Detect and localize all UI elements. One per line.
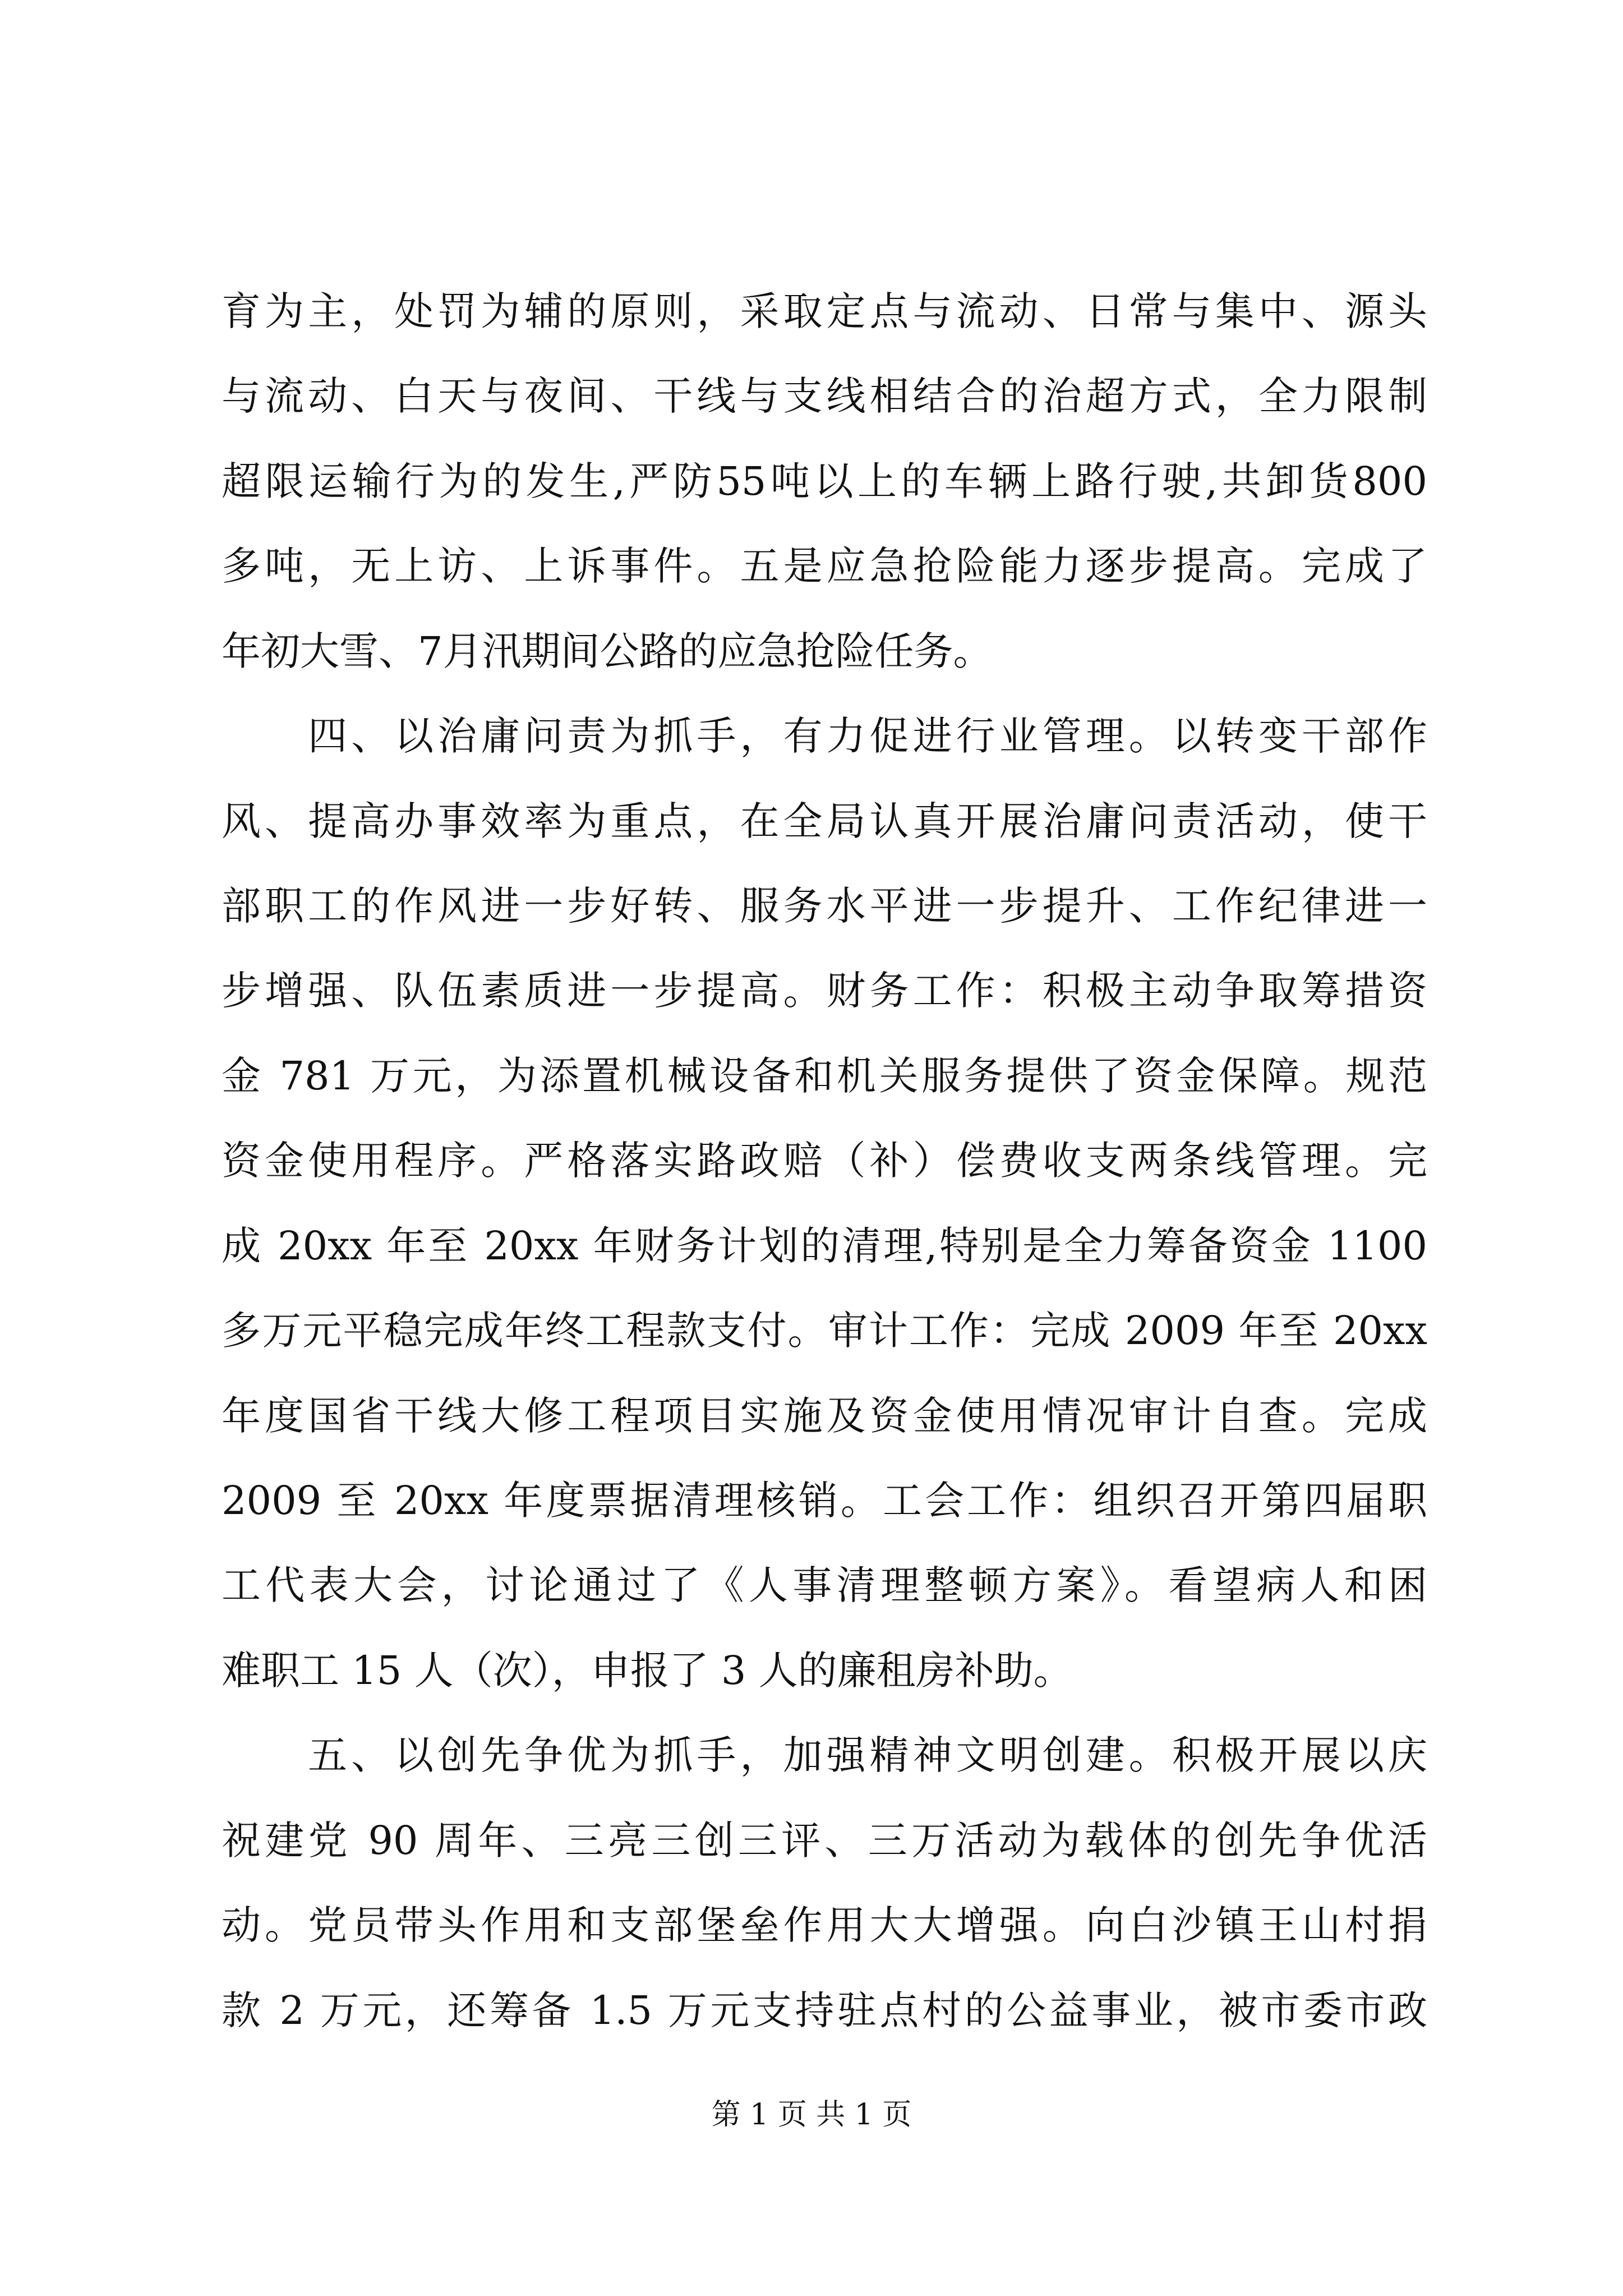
text-line: 年初大雪、7月汛期间公路的应急抢险任务。 bbox=[222, 628, 993, 674]
text-line: 款 2 万元，还筹备 1.5 万元支持驻点村的公益事业，被市委市政 bbox=[222, 1987, 1427, 2033]
page-number-footer: 第 1 页 共 1 页 bbox=[711, 2098, 912, 2132]
text-line: 多万元平稳完成年终工程款支付。审计工作：完成 2009 年至 20xx bbox=[222, 1308, 1427, 1354]
text-line: 育为主，处罚为辅的原则，采取定点与流动、日常与集中、源头 bbox=[222, 288, 1427, 334]
text-line: 五、以创先争优为抓手，加强精神文明创建。积极开展以庆 bbox=[222, 1732, 1427, 1779]
text-line: 动。党员带头作用和支部堡垒作用大大增强。向白沙镇王山村捐 bbox=[222, 1902, 1427, 1949]
text-line: 四、以治庸问责为抓手，有力促进行业管理。以转变干部作 bbox=[222, 713, 1427, 760]
text-line: 资金使用程序。严格落实路政赔（补）偿费收支两条线管理。完 bbox=[222, 1138, 1427, 1184]
text-line: 年度国省干线大修工程项目实施及资金使用情况审计自查。完成 bbox=[222, 1392, 1427, 1439]
text-line: 成 20xx 年至 20xx 年财务计划的清理,特别是全力筹备资金 1100 bbox=[222, 1222, 1427, 1269]
text-line: 步增强、队伍素质进一步提高。财务工作：积极主动争取筹措资 bbox=[222, 968, 1427, 1014]
text-line: 多吨，无上访、上诉事件。五是应急抢险能力逐步提高。完成了 bbox=[222, 543, 1427, 590]
text-line: 工代表大会，讨论通过了《人事清理整顿方案》。看望病人和困 bbox=[222, 1562, 1427, 1609]
text-line: 祝建党 90 周年、三亮三创三评、三万活动为载体的创先争优活 bbox=[222, 1817, 1427, 1864]
text-line: 部职工的作风进一步好转、服务水平进一步提升、工作纪律进一 bbox=[222, 883, 1427, 929]
text-line: 超限运输行为的发生,严防55吨以上的车辆上路行驶,共卸货800 bbox=[222, 458, 1427, 504]
text-line: 金 781 万元，为添置机械设备和机关服务提供了资金保障。规范 bbox=[222, 1052, 1427, 1099]
text-line: 难职工 15 人（次），申报了 3 人的廉租房补助。 bbox=[222, 1647, 1073, 1694]
text-line: 2009 至 20xx 年度票据清理核销。工会工作：组织召开第四届职 bbox=[222, 1478, 1427, 1524]
text-line: 与流动、白天与夜间、干线与支线相结合的治超方式，全力限制 bbox=[222, 373, 1427, 420]
text-line: 风、提高办事效率为重点，在全局认真开展治庸问责活动，使干 bbox=[222, 798, 1427, 844]
